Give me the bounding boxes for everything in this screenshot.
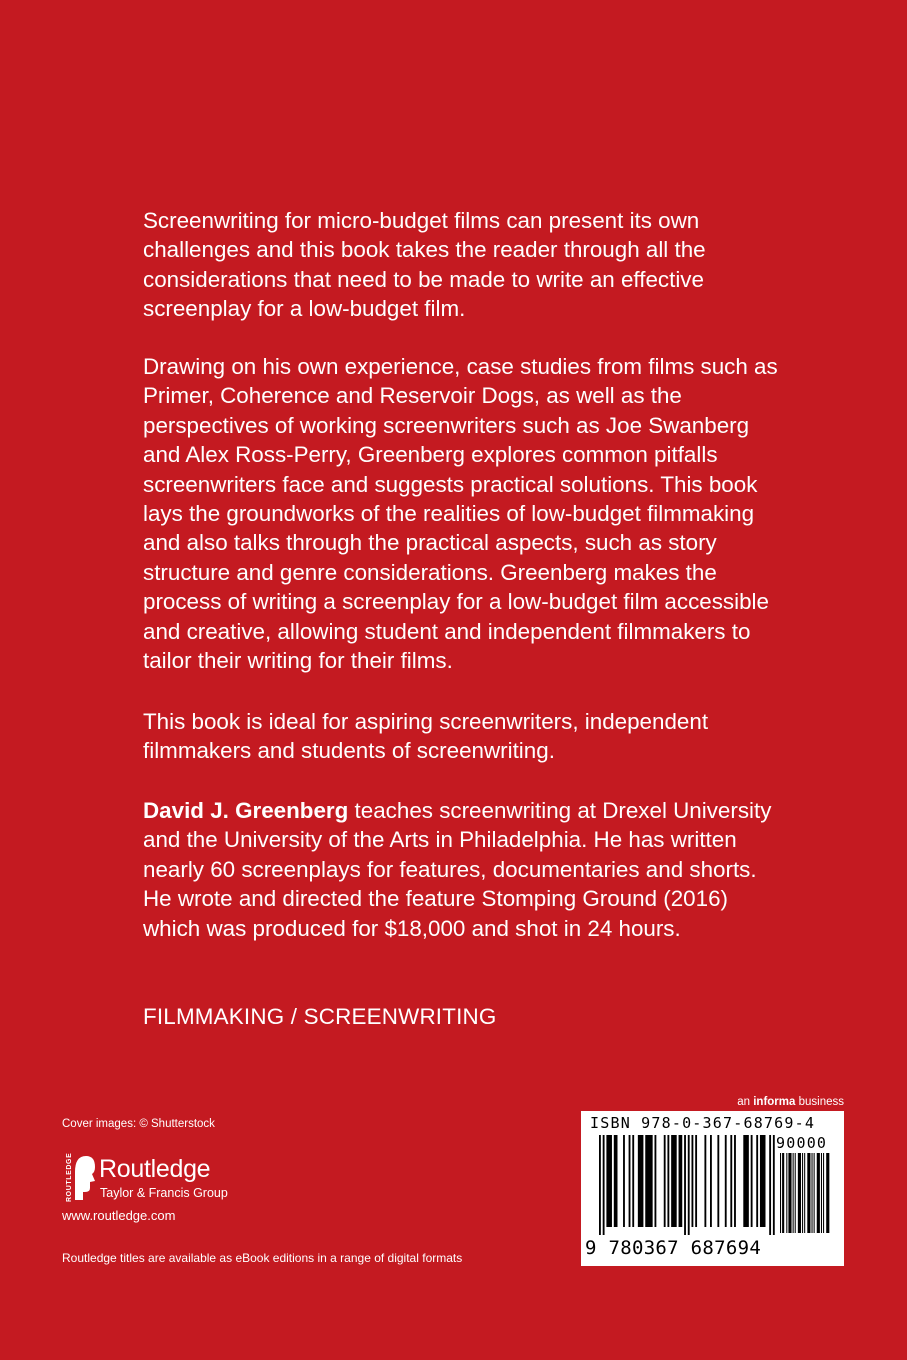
barcode-bar xyxy=(655,1135,657,1227)
barcode-bar xyxy=(760,1135,766,1227)
barcode-bar xyxy=(793,1153,794,1233)
barcode-bar xyxy=(804,1153,805,1233)
barcode-bar xyxy=(814,1153,815,1233)
price-code: 90000 xyxy=(776,1134,828,1152)
barcode-bar xyxy=(599,1135,601,1235)
barcode-bar xyxy=(645,1135,652,1227)
barcode-bar xyxy=(826,1153,829,1233)
blurb-intro: Screenwriting for micro-budget films can present its own challenges and this book takes the reader through all the considerations that need to be made to write an effective screenplay for a low-budget film. xyxy=(143,208,706,322)
barcode-bar xyxy=(717,1135,719,1227)
barcode-bar xyxy=(823,1153,824,1233)
barcode-bar xyxy=(780,1153,781,1233)
barcode-bar xyxy=(695,1135,697,1227)
blurb-body: Drawing on his own experience, case studies from films such as Primer, Coherence and Reservoir Dogs, as well as the perspectives of working screenwriters such as Joe Swanberg and Alex Ross-Perry, Greenberg explores common pitfalls screenwriters face and suggests practical solutions. This book lays the groundworks of the realities of low-budget filmmaking and also talks through the practical aspects, such as story structure and genre considerations. Greenberg makes the process of writing a screenplay for a low-budget film accessible and creative, allowing student and independent filmmakers to tailor their writing for their films. xyxy=(143,354,778,674)
informa-tagline xyxy=(690,1096,844,1108)
author-name: David J. Greenberg xyxy=(143,798,349,823)
barcode-bar xyxy=(743,1135,749,1227)
logo-side-text: ROUTLEDGE xyxy=(66,1152,73,1202)
author-bio-text: teaches screenwriting at Drexel University and the University of the Arts in Philadelphia. He has written nearly 60 screenplays for features, documentaries and shorts. He wrote and directed the feature Stomping Ground (2016) which was produced for $18,000 and shot in 24 hours. xyxy=(143,798,772,941)
barcode-bar xyxy=(629,1135,631,1227)
ean-bars xyxy=(599,1135,775,1237)
barcode-bar xyxy=(788,1153,791,1233)
barcode-bar xyxy=(684,1135,686,1235)
barcode-bar xyxy=(603,1135,605,1235)
barcode-digits: 9 780367 687694 xyxy=(585,1237,762,1259)
barcode-bar xyxy=(671,1135,677,1227)
price-bars xyxy=(780,1153,832,1237)
barcode-bar xyxy=(782,1153,784,1233)
barcode-bar xyxy=(667,1135,669,1227)
barcode-bar xyxy=(807,1153,810,1233)
barcode-bar xyxy=(623,1135,625,1227)
barcode-bar xyxy=(798,1153,801,1233)
barcode-bar xyxy=(632,1135,634,1227)
barcode-bar xyxy=(688,1135,690,1235)
barcode-bar xyxy=(606,1135,612,1227)
blurb-audience: This book is ideal for aspiring screenwriters, independent filmmakers and students of screenwriting. xyxy=(143,709,709,764)
publisher-group: Taylor & Francis Group xyxy=(100,1186,228,1200)
publisher-logo xyxy=(62,1152,282,1204)
isbn-barcode xyxy=(581,1111,844,1266)
barcode-bar xyxy=(679,1135,683,1227)
barcode-bar xyxy=(692,1135,694,1227)
barcode-bar xyxy=(710,1135,712,1227)
informa-brand: informa xyxy=(753,1096,796,1108)
subject-category: FILMMAKING / SCREENWRITING xyxy=(143,1004,497,1029)
barcode-bar xyxy=(812,1153,813,1233)
barcode-bar xyxy=(756,1135,758,1227)
informa-prefix: an xyxy=(737,1096,754,1108)
ebook-note: Routledge titles are available as eBook editions in a range of digital formats xyxy=(62,1251,463,1265)
routledge-head-icon xyxy=(62,1152,96,1204)
informa-suffix: business xyxy=(795,1096,844,1108)
barcode-bar xyxy=(786,1153,787,1233)
barcode-bar xyxy=(638,1135,644,1227)
cover-credit: Cover images: © Shutterstock xyxy=(62,1118,215,1130)
isbn-label: ISBN 978-0-367-68769-4 xyxy=(590,1114,816,1132)
barcode-bar xyxy=(821,1153,822,1233)
barcode-bar xyxy=(614,1135,618,1227)
barcode-bar xyxy=(817,1153,820,1233)
barcode-bar xyxy=(664,1135,666,1227)
author-bio xyxy=(143,796,783,943)
barcode-bar xyxy=(734,1135,736,1227)
publisher-name: Routledge xyxy=(99,1155,211,1183)
publisher-url: www.routledge.com xyxy=(62,1208,176,1223)
barcode-bar xyxy=(795,1153,796,1233)
barcode-bar xyxy=(769,1135,771,1235)
barcode-bar xyxy=(751,1135,753,1227)
barcode-bar xyxy=(802,1153,803,1233)
barcode-bar xyxy=(773,1135,775,1235)
barcode-bar xyxy=(725,1135,727,1227)
barcode-bar xyxy=(730,1135,732,1227)
barcode-bar xyxy=(704,1135,706,1227)
